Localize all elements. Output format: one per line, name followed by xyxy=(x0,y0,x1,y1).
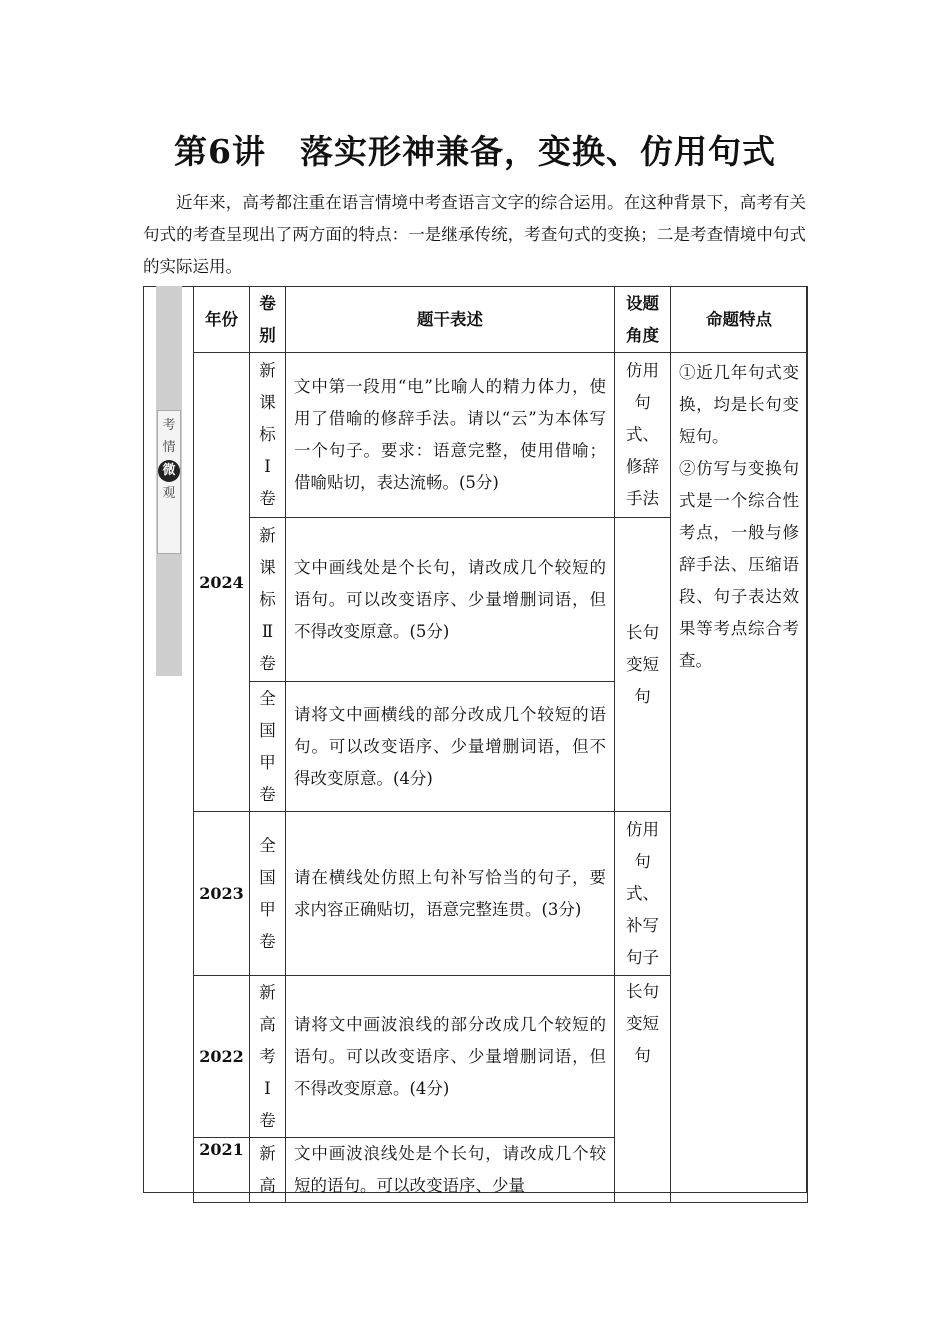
question-cell: 请将文中画横线的部分改成几个较短的语句。可以改变语序、少量增删词语，但不得改变原意。(4分) xyxy=(286,682,615,812)
question-cell: 请将文中画波浪线的部分改成几个较短的语句。可以改变语序、少量增删词语，但不得改变原意。(4分) xyxy=(286,976,615,1138)
header-feature: 命题特点 xyxy=(671,287,808,353)
intro-text: 近年来，高考都注重在语言情境中考查语言文字的综合运用。在这种背景下，高考有关句式的考查呈现出了两方面的特点：一是继承传统，考查句式的变换；二是考查情境中句式的实际运用。 xyxy=(143,193,806,276)
year-cell: 2023 xyxy=(194,812,250,976)
sidebar-badge: 微 xyxy=(158,460,180,482)
angle-cell: 长句变短句 xyxy=(615,518,671,812)
angle-cell: 仿用句式、补写句子 xyxy=(615,812,671,976)
volume-cell: 新课标Ⅱ卷 xyxy=(250,518,286,682)
exam-table xyxy=(193,286,808,1203)
year-cell: 2024 xyxy=(194,353,250,812)
volume-cell: 新高 xyxy=(250,1138,286,1203)
sidebar-label xyxy=(157,410,181,554)
header-year: 年份 xyxy=(194,287,250,353)
intro-paragraph xyxy=(143,187,806,283)
volume-cell: 新高考Ⅰ卷 xyxy=(250,976,286,1138)
question-cell: 请在横线处仿照上句补写恰当的句子，要求内容正确贴切，语意完整连贯。(3分) xyxy=(286,812,615,976)
volume-cell: 全国甲卷 xyxy=(250,812,286,976)
question-cell: 文中第一段用“电”比喻人的精力体力，使用了借喻的修辞手法。请以“云”为本体写一个句子。要求：语意完整，使用借喻；借喻贴切，表达流畅。(5分) xyxy=(286,353,615,518)
sidebar-top-text: 考情 xyxy=(162,418,176,455)
question-cell: 文中画波浪线处是个长句，请改成几个较短的语句。可以改变语序、少量 xyxy=(286,1138,615,1203)
table-header-row xyxy=(194,287,808,353)
angle-cell: 长句变短句 xyxy=(615,976,671,1203)
table-row xyxy=(194,353,808,518)
header-angle: 设题角度 xyxy=(615,287,671,353)
year-cell: 2022 xyxy=(194,976,250,1138)
volume-cell: 全国甲卷 xyxy=(250,682,286,812)
sidebar-banner xyxy=(156,286,182,676)
year-cell: 2021 xyxy=(194,1138,250,1203)
header-question: 题干表述 xyxy=(286,287,615,353)
volume-cell: 新课标Ⅰ卷 xyxy=(250,353,286,518)
feature-cell xyxy=(671,353,808,1203)
angle-cell: 仿用句式、修辞手法 xyxy=(615,353,671,518)
header-volume: 卷别 xyxy=(250,287,286,353)
feature-point-1: ①近几年句式变换，均是长句变短句。 xyxy=(679,363,799,446)
question-cell: 文中画线处是个长句，请改成几个较短的语句。可以改变语序、少量增删词语，但不得改变原意。(5分) xyxy=(286,518,615,682)
feature-point-2: ②仿写与变换句式是一个综合性考点，一般与修辞手法、压缩语段、句子表达效果等考点综合考查。 xyxy=(679,459,799,670)
sidebar-bottom-text: 观 xyxy=(162,486,176,501)
page-title: 第6讲 落实形神兼备，变换、仿用句式 xyxy=(174,132,776,171)
